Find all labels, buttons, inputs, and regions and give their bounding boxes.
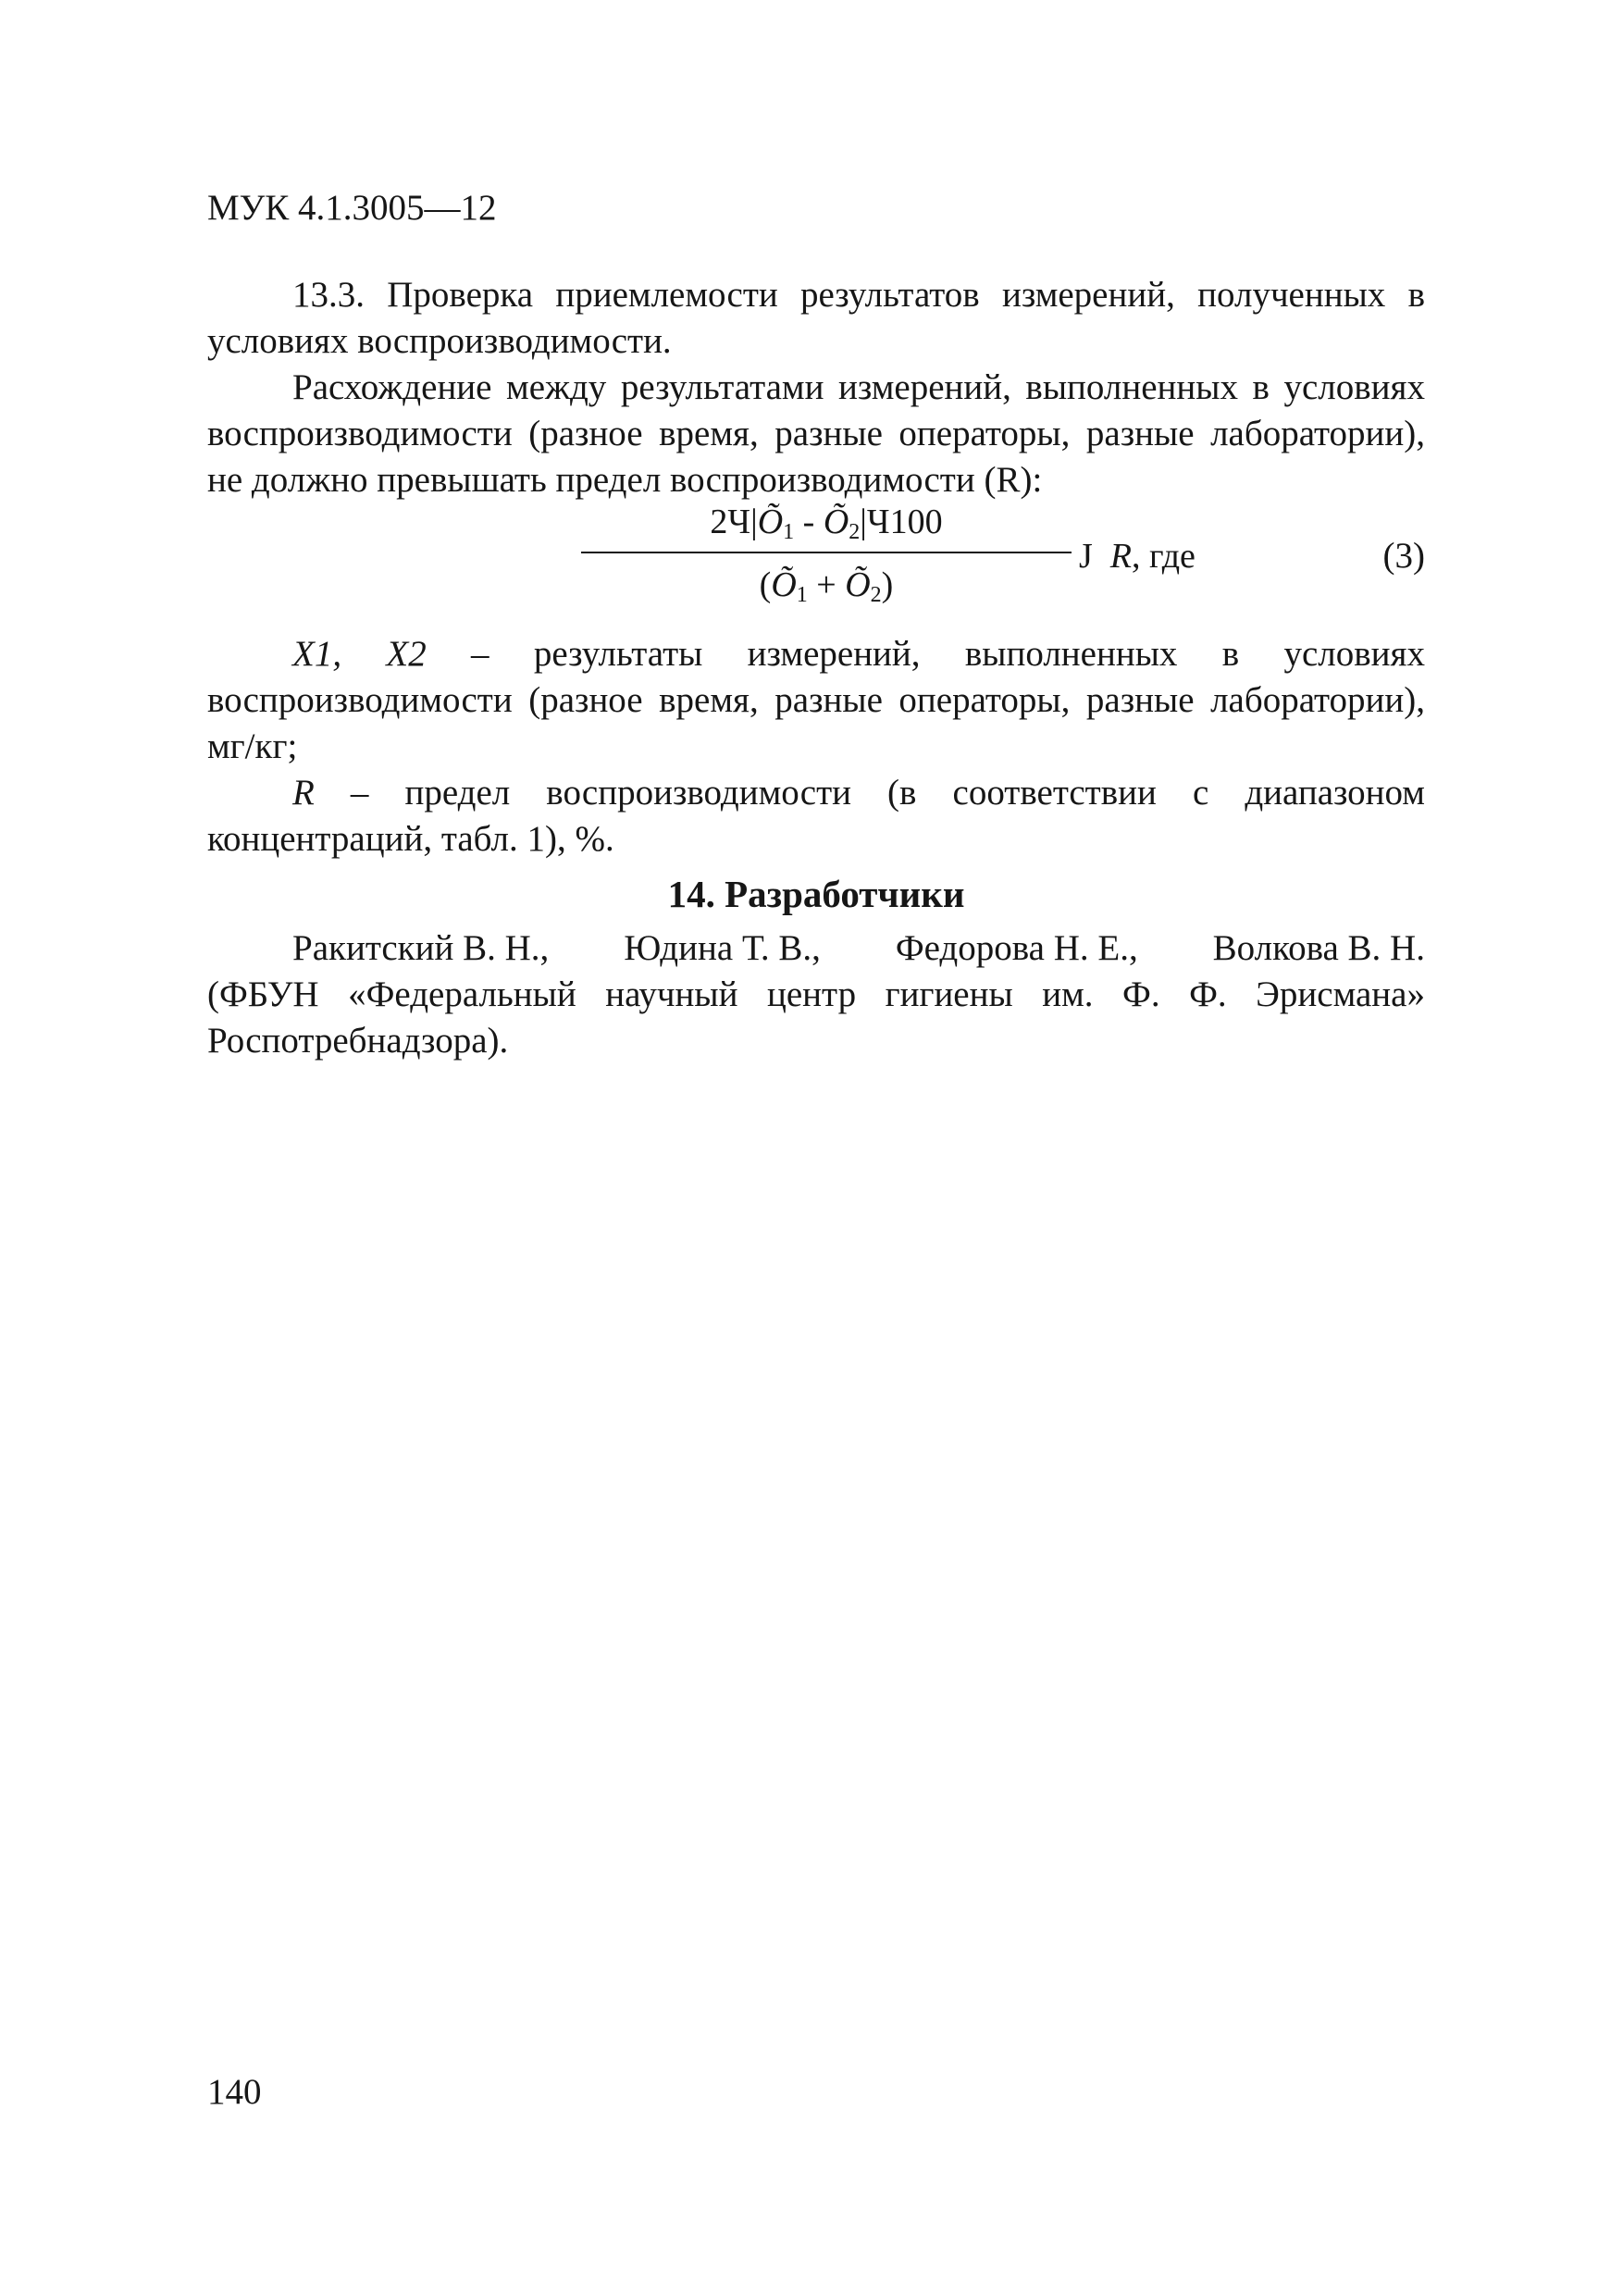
x-symbols: X1, X2 bbox=[292, 634, 427, 674]
x-definition-text: – результаты измерений, выполненных в условиях воспроизводимости (разное время, разные операторы, разные лаборатории), мг/кг; bbox=[207, 634, 1425, 766]
numerator-lead: 2Ч| bbox=[710, 503, 758, 541]
formula-3 bbox=[207, 496, 1425, 635]
numerator-tail: |Ч100 bbox=[860, 503, 943, 541]
formula-relation bbox=[1079, 533, 1196, 579]
paragraph-13-3-title: 13.3. Проверка приемлемости результатов измерений, полученных в условиях воспроизводимости. bbox=[207, 275, 1425, 361]
r-definition-text: – предел воспроизводимости (в соответствии с диапазоном концентраций, табл. 1), %. bbox=[207, 773, 1425, 859]
r-symbol: R bbox=[1109, 537, 1133, 576]
section-14-heading: 14. Разработчики bbox=[667, 873, 965, 915]
equation-number: (3) bbox=[1382, 536, 1425, 576]
definition-r bbox=[207, 770, 1425, 863]
den-close-paren: ) bbox=[881, 565, 894, 604]
den-x1-symbol: Õ bbox=[771, 565, 797, 604]
developer-name: Ракитский В. Н., bbox=[292, 928, 550, 968]
section-13-3 bbox=[207, 272, 1425, 503]
document-code: МУК 4.1.3005—12 bbox=[207, 188, 497, 228]
den-x2-subscript: 2 bbox=[870, 583, 882, 607]
x1-symbol: Õ bbox=[757, 503, 784, 541]
developer-organization: (ФБУН «Федеральный научный центр гигиены им. Ф. Ф. Эрисмана» Роспотребнадзора). bbox=[207, 974, 1425, 1061]
den-x2-symbol: Õ bbox=[845, 565, 871, 604]
formula-expression bbox=[581, 496, 1196, 635]
minus-sign: - bbox=[794, 503, 824, 541]
where-text: , где bbox=[1132, 537, 1196, 576]
section-14-body bbox=[207, 925, 1425, 1064]
developer-name: Волкова В. Н. bbox=[1212, 928, 1425, 968]
developer-names bbox=[207, 925, 1425, 972]
x1-subscript: 1 bbox=[783, 520, 795, 544]
definitions bbox=[207, 631, 1425, 863]
paragraph-reproducibility: Расхождение между результатами измерений, выполненных в условиях воспроизводимости (разное время, разные операторы, разные лаборатории), не должно превышать предел воспроизводимости (R): bbox=[207, 367, 1425, 500]
r-def-symbol: R bbox=[292, 773, 315, 813]
formula-fraction bbox=[581, 496, 1072, 611]
x2-subscript: 2 bbox=[849, 520, 861, 544]
fraction-bar bbox=[581, 552, 1072, 553]
den-open-paren: ( bbox=[759, 565, 772, 604]
formula-numerator bbox=[581, 496, 1072, 548]
plus-sign: + bbox=[807, 565, 846, 604]
relation-operator: J bbox=[1079, 537, 1093, 576]
page-number: 140 bbox=[207, 2072, 262, 2112]
developer-name: Юдина Т. В., bbox=[624, 928, 821, 968]
den-x1-subscript: 1 bbox=[796, 583, 808, 607]
definition-x bbox=[207, 631, 1425, 770]
developer-name: Федорова Н. Е., bbox=[895, 928, 1138, 968]
x2-symbol: Õ bbox=[823, 503, 849, 541]
formula-denominator bbox=[581, 559, 1072, 611]
